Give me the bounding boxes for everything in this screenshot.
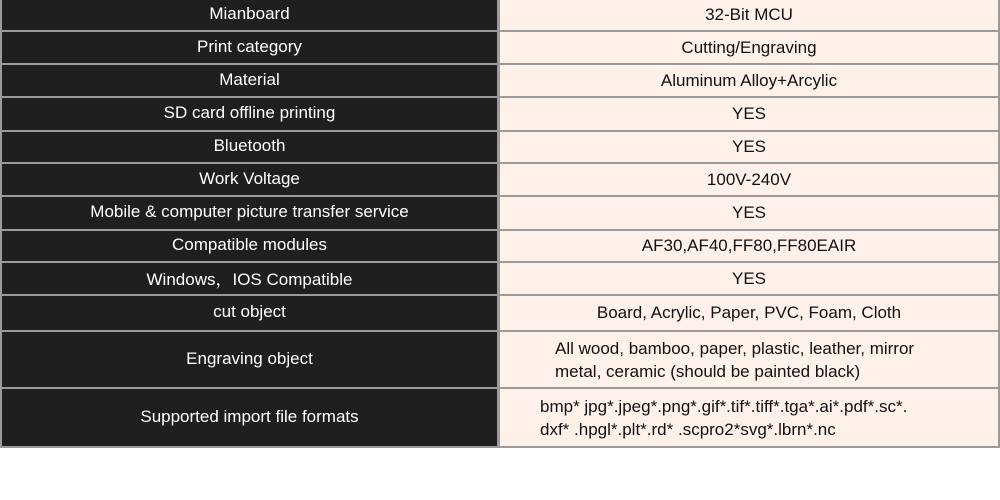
table-row [0,296,1000,330]
row-value: 32-Bit MCU [500,0,998,30]
row-label: Mianboard [2,0,497,30]
table-row [0,389,1000,446]
table-row [0,332,1000,387]
row-value-line: All wood, bamboo, paper, plastic, leather, mirror [555,338,915,358]
row-label: SD card offline printing [2,98,497,130]
row-value-line: dxf* .hpgl*.plt*.rd* .scpro2*svg*.lbrn*.nc [540,419,836,439]
row-label: Print category [2,32,497,63]
row-value [500,389,998,446]
row-label: Bluetooth [2,132,497,162]
table-row [0,65,1000,96]
row-value: YES [500,263,998,294]
row-label: Engraving object [2,332,497,387]
row-value: AF30,AF40,FF80,FF80EAIR [500,231,998,261]
row-value: Cutting/Engraving [500,32,998,63]
row-label: Work Voltage [2,164,497,195]
row-value: 100V-240V [500,164,998,195]
row-value-line: metal, ceramic (should be painted black) [555,361,861,381]
row-label: Windows，IOS Compatible [2,263,497,294]
row-value: Board, Acrylic, Paper, PVC, Foam, Cloth [500,296,998,330]
table-row [0,231,1000,261]
table-row [0,98,1000,130]
table-row [0,197,1000,229]
table-row [0,164,1000,195]
row-value: YES [500,98,998,130]
table-row [0,132,1000,162]
table-row [0,0,1000,30]
row-label: Compatible modules [2,231,497,261]
table-row [0,263,1000,294]
row-label: Mobile & computer picture transfer service [2,197,497,229]
row-value: Aluminum Alloy+Arcylic [500,65,998,96]
table-row [0,32,1000,63]
row-label: cut object [2,296,497,330]
row-value: YES [500,197,998,229]
row-value: YES [500,132,998,162]
row-value [500,332,998,387]
row-label: Supported import file formats [2,389,497,446]
row-value-line: bmp* jpg*.jpeg*.png*.gif*.tif*.tiff*.tga*.ai*.pdf*.sc*. [540,396,908,416]
row-label: Material [2,65,497,96]
